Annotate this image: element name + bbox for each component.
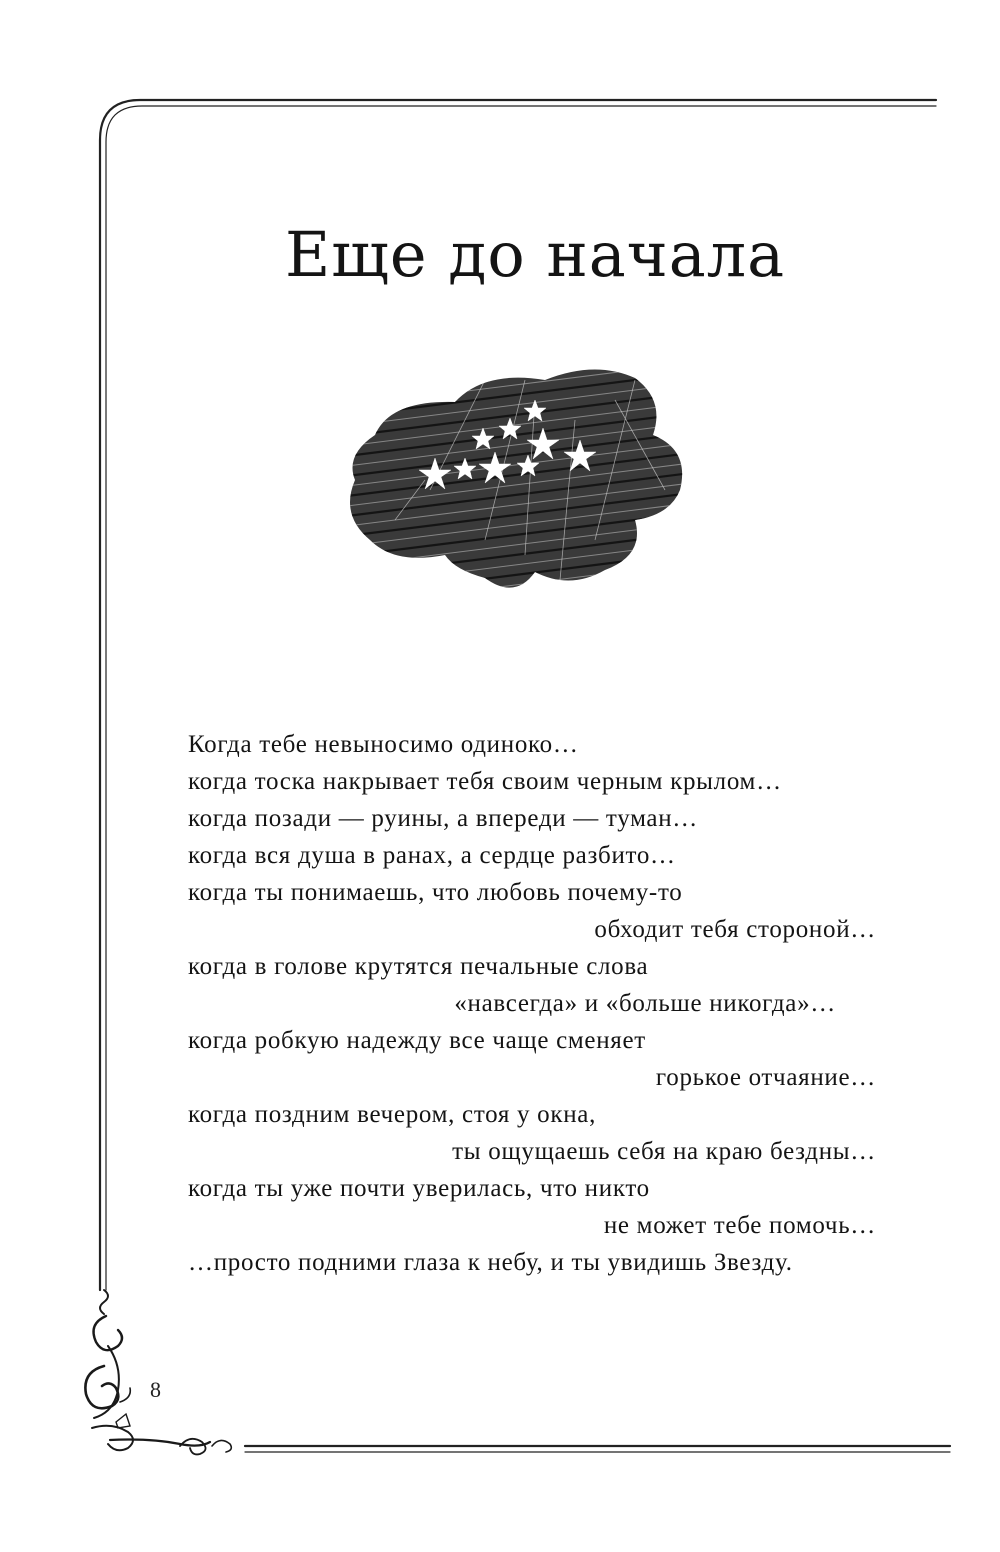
page-number: 8 bbox=[150, 1377, 161, 1402]
poem-line-continuation: ты ощущаешь себя на краю бездны… bbox=[452, 1138, 876, 1165]
poem-line: когда позади — руины, а впереди — туман… bbox=[188, 805, 699, 832]
chapter-title: Еще до начала bbox=[284, 218, 786, 291]
poem-line: Когда тебе невыносимо одиноко… bbox=[188, 731, 579, 758]
poem-line: когда в голове крутятся печальные слова bbox=[188, 953, 649, 980]
poem bbox=[188, 726, 888, 1281]
poem-line: когда робкую надежду все чаще сменяет bbox=[188, 1027, 646, 1054]
poem-line-continuation: не может тебе помочь… bbox=[603, 1212, 876, 1239]
starry-sky-scribble-icon bbox=[335, 340, 715, 610]
poem-line: когда поздним вечером, стоя у окна, bbox=[188, 1101, 597, 1128]
poem-line-continuation: обходит тебя стороной… bbox=[594, 916, 876, 943]
poem-line: когда ты понимаешь, что любовь почему-то bbox=[188, 879, 683, 906]
poem-closing-line: …просто подними глаза к небу, и ты увидишь Звезду. bbox=[188, 1249, 793, 1276]
poem-line: когда вся душа в ранах, а сердце разбито… bbox=[188, 842, 676, 869]
flourish-corner-icon bbox=[85, 1290, 231, 1454]
poem-line: когда ты уже почти уверилась, что никто bbox=[188, 1175, 650, 1202]
poem-line-continuation: «навсегда» и «больше никогда»… bbox=[454, 990, 836, 1017]
poem-line-continuation: горькое отчаяние… bbox=[655, 1064, 876, 1091]
poem-line: когда тоска накрывает тебя своим черным крылом… bbox=[188, 768, 782, 795]
